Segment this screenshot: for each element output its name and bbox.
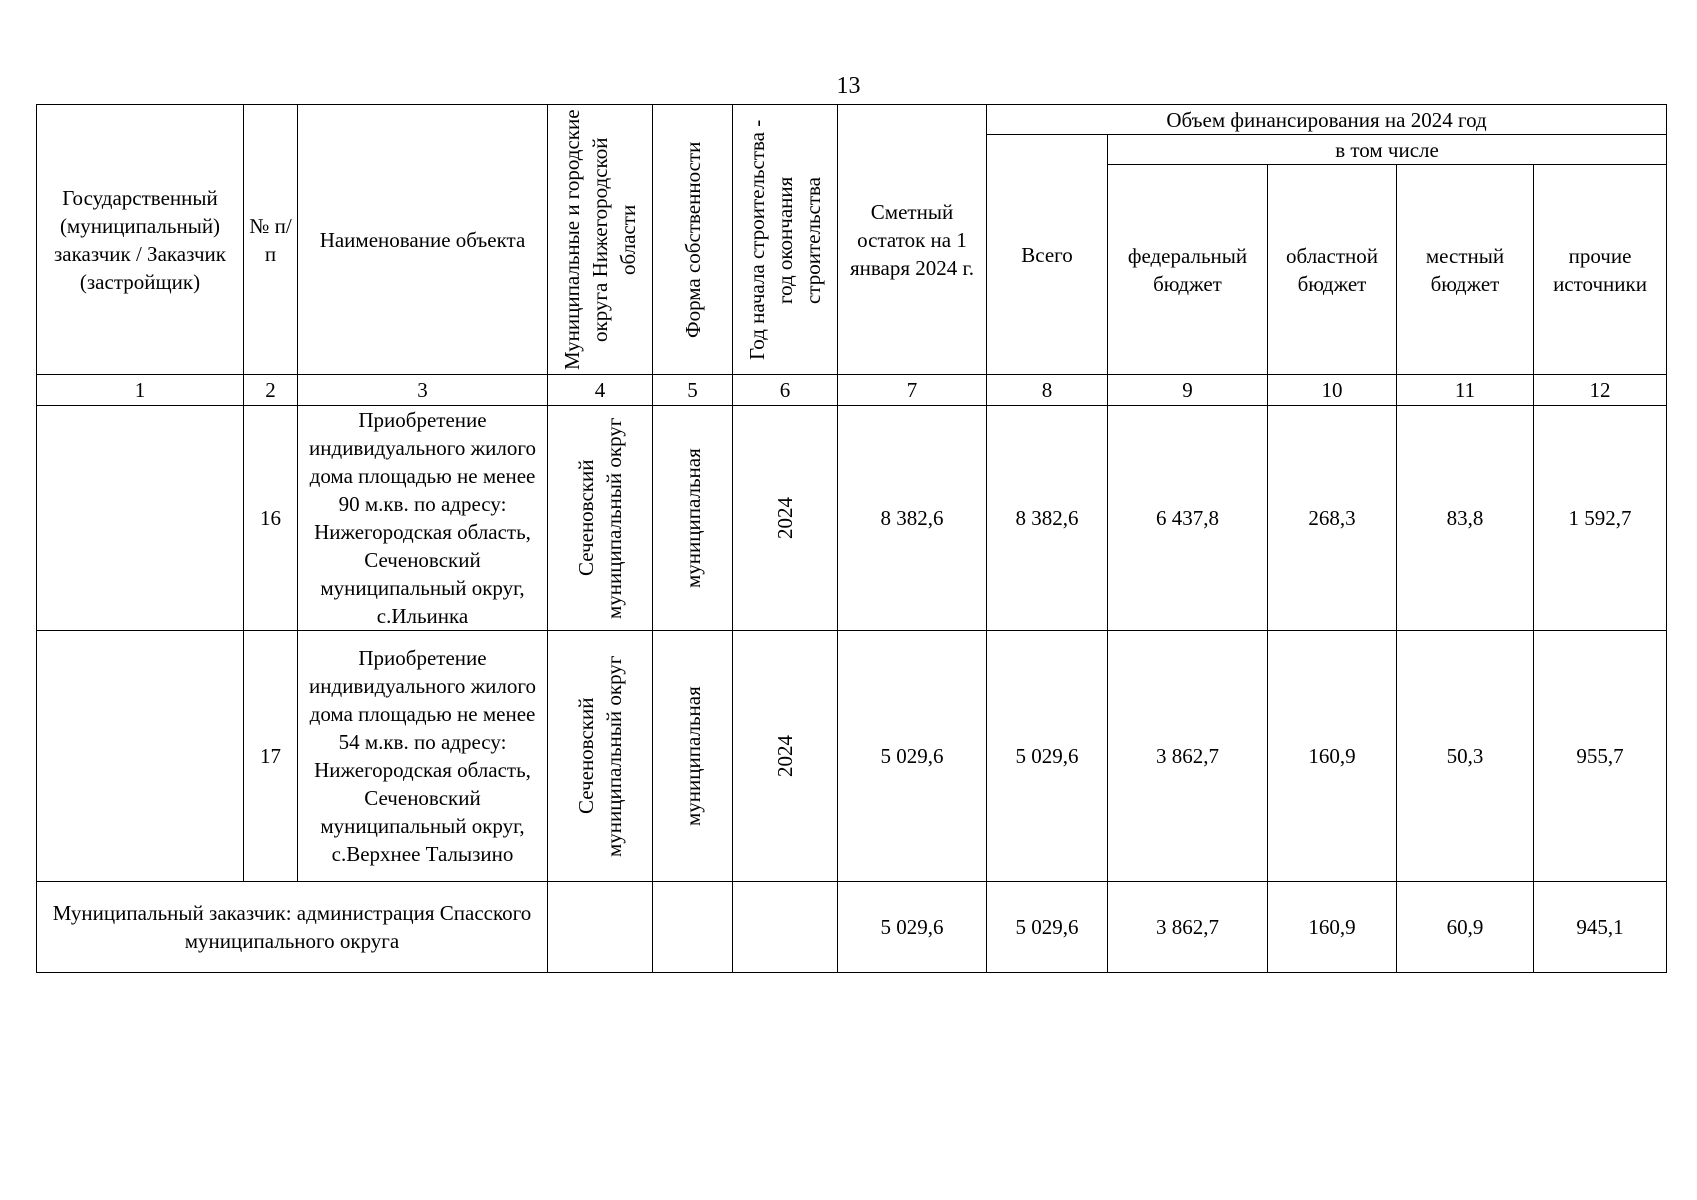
financing-table: [36, 104, 1667, 973]
cell-remainder: 5 029,6: [838, 631, 987, 882]
cell-years-text: 2024: [773, 735, 797, 777]
cell-object-name: Приобретение индивидуального жилого дома площадью не менее 54 м.кв. по адресу: Нижегородская область, Сеченовский муниципальный округ, с.Верхнее Талызино: [298, 631, 548, 882]
header-regional: областной бюджет: [1268, 165, 1397, 375]
total-label: Муниципальный заказчик: администрация Спасского муниципального округа: [37, 882, 548, 973]
total-empty-cell: [653, 882, 733, 973]
cell-total: 8 382,6: [987, 406, 1108, 631]
cell-ownership-text: муниципальная: [680, 686, 705, 826]
cell-object-name: Приобретение индивидуального жилого дома площадью не менее 90 м.кв. по адресу: Нижегородская область, Сеченовский муниципальный округ, с.Ильинка: [298, 406, 548, 631]
cell-total: 5 029,6: [987, 631, 1108, 882]
column-number: 2: [244, 375, 298, 406]
cell-num: 17: [244, 631, 298, 882]
header-including: в том числе: [1108, 135, 1667, 165]
total-empty-cell: [548, 882, 653, 973]
total-total: 5 029,6: [987, 882, 1108, 973]
cell-ownership: [653, 631, 733, 882]
column-number: 1: [37, 375, 244, 406]
header-other: прочие источники: [1534, 165, 1667, 375]
cell-other: 1 592,7: [1534, 406, 1667, 631]
column-number: 6: [733, 375, 838, 406]
total-row: [37, 882, 1667, 973]
column-number: 11: [1397, 375, 1534, 406]
cell-years-text: 2024: [773, 497, 797, 539]
cell-remainder: 8 382,6: [838, 406, 987, 631]
page-number: 13: [836, 73, 861, 99]
cell-other: 955,7: [1534, 631, 1667, 882]
table-row: [37, 631, 1667, 882]
column-number: 4: [548, 375, 653, 406]
header-total: Всего: [987, 135, 1108, 375]
header-districts-text: Муниципальные и городские округа Нижегородской области: [560, 109, 640, 370]
cell-regional: 268,3: [1268, 406, 1397, 631]
column-number: 12: [1534, 375, 1667, 406]
cell-num: 16: [244, 406, 298, 631]
cell-district-text: Сеченовский муниципальный округ: [574, 655, 626, 857]
total-empty-cell: [733, 882, 838, 973]
table-row: [37, 406, 1667, 631]
column-number: 7: [838, 375, 987, 406]
cell-customer: [37, 631, 244, 882]
header-districts: [548, 105, 653, 375]
cell-federal: 3 862,7: [1108, 631, 1268, 882]
header-ownership: [653, 105, 733, 375]
total-local: 60,9: [1397, 882, 1534, 973]
cell-local: 50,3: [1397, 631, 1534, 882]
column-number-row: [37, 375, 1667, 406]
header-ownership-text: Форма собственности: [680, 141, 705, 338]
header-funding: Объем финансирования на 2024 год: [987, 105, 1667, 135]
column-number: 8: [987, 375, 1108, 406]
cell-ownership-text: муниципальная: [680, 448, 705, 588]
column-number: 3: [298, 375, 548, 406]
column-number: 9: [1108, 375, 1268, 406]
total-other: 945,1: [1534, 882, 1667, 973]
cell-federal: 6 437,8: [1108, 406, 1268, 631]
column-number: 10: [1268, 375, 1397, 406]
header-row-main: [37, 105, 1667, 135]
column-number: 5: [653, 375, 733, 406]
header-object-name: Наименование объекта: [298, 105, 548, 375]
total-remainder: 5 029,6: [838, 882, 987, 973]
cell-years: [733, 406, 838, 631]
total-federal: 3 862,7: [1108, 882, 1268, 973]
header-local: местный бюджет: [1397, 165, 1534, 375]
header-customer: Государственный (муниципальный) заказчик / Заказчик (застройщик): [37, 105, 244, 375]
cell-customer: [37, 406, 244, 631]
cell-local: 83,8: [1397, 406, 1534, 631]
cell-regional: 160,9: [1268, 631, 1397, 882]
cell-district: [548, 631, 653, 882]
header-years-text: Год начала строительства - год окончания строительства: [745, 119, 825, 360]
cell-years: [733, 631, 838, 882]
header-num: № п/п: [244, 105, 298, 375]
total-regional: 160,9: [1268, 882, 1397, 973]
header-federal: федеральный бюджет: [1108, 165, 1268, 375]
cell-district-text: Сеченовский муниципальный округ: [574, 417, 626, 619]
cell-ownership: [653, 406, 733, 631]
header-remainder: Сметный остаток на 1 января 2024 г.: [838, 105, 987, 375]
header-years: [733, 105, 838, 375]
cell-district: [548, 406, 653, 631]
